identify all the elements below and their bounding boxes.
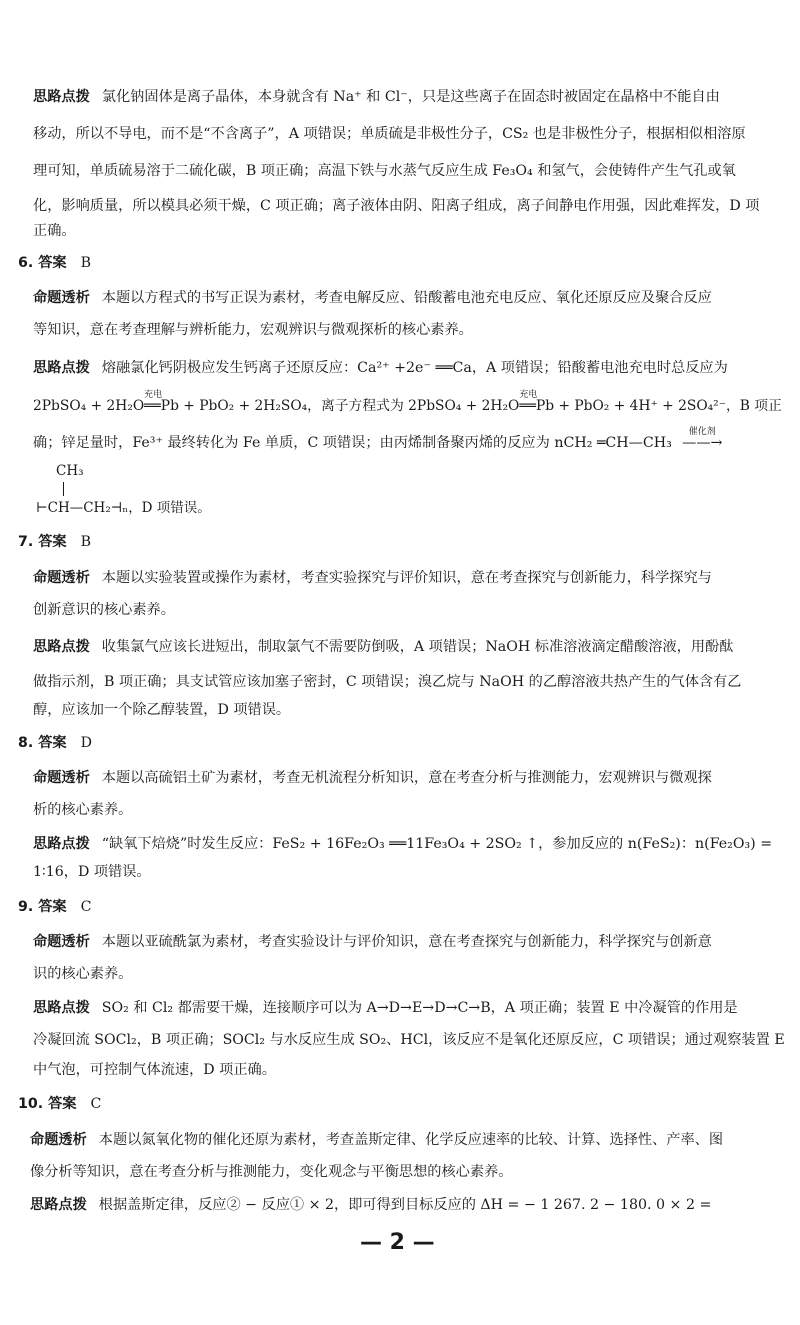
intent-label: 命题透析 [30, 1132, 87, 1148]
answer-value: B [80, 255, 92, 271]
q6-analysis-line-2: 2PbSO₄ + 2H₂O 充电 ══Pb + PbO₂ + 2H₂SO₄，离子方程式为 2PbSO₄ + 2H₂O 充电 ══Pb + PbO₂ + 4H⁺ + 2SO₄²⁻，B 项正 [33, 390, 782, 414]
q10-intent-line-2: 像分析等知识，意在考查分析与推测能力，变化观念与平衡思想的核心素养。 [30, 1164, 513, 1180]
q9-intent-line-2: 识的核心素养。 [33, 966, 133, 982]
catalyst-arrow: 催化剂 ——→ [682, 427, 723, 451]
analysis-label: 思路点拨 [33, 836, 90, 852]
analysis-label: 思路点拨 [33, 360, 90, 376]
q5-analysis-line-4: 化，影响质量，所以模具必须干燥，C 项正确；离子液体由阴、阳离子组成，离子间静电作用强，因此难挥发，D 项 [33, 198, 760, 214]
intent-label: 命题透析 [33, 290, 90, 306]
q9-analysis-line-1: 思路点拨 SO₂ 和 Cl₂ 都需要干燥，连接顺序可以为 A→D→E→D→C→B，A 项正确；装置 E 中冷凝管的作用是 [33, 1000, 738, 1016]
q5-analysis-line-1: 思路点拨 氯化钠固体是离子晶体，本身就含有 Na⁺ 和 Cl⁻，只是这些离子在固态时被固定在晶格中不能自由 [33, 89, 720, 105]
q7-intent-line-1: 命题透析 本题以实验装置或操作为素材，考查实验探究与评价知识，意在考查探究与创新能力，科学探究与 [33, 570, 712, 586]
question-number: 7. 答案 [18, 534, 67, 550]
q7-answer-line [18, 532, 91, 552]
q8-intent-line-2: 析的核心素养。 [33, 802, 133, 818]
answer-value: D [80, 735, 92, 751]
charge-arrow: 充电 ══ [144, 390, 163, 414]
q10-answer-line [18, 1094, 101, 1114]
q5-analysis-line-2: 移动，所以不导电，而不是“不含离子”，A 项错误；单质硫是非极性分子，CS₂ 也是非极性分子，根据相似相溶原 [33, 126, 746, 142]
q6-intent-line-2: 等知识，意在考查理解与辨析能力，宏观辨识与微观探析的核心素养。 [33, 322, 473, 338]
question-number: 9. 答案 [18, 899, 67, 915]
q10-intent-line-1: 命题透析 本题以氮氧化物的催化还原为素材，考查盖斯定律、化学反应速率的比较、计算、选择性、产率、图 [30, 1132, 724, 1148]
intent-label: 命题透析 [33, 770, 90, 786]
analysis-label: 思路点拨 [33, 1000, 90, 1016]
question-number: 8. 答案 [18, 735, 67, 751]
q8-analysis-line-1: 思路点拨 “缺氧下焙烧”时发生反应：FeS₂ + 16Fe₂O₃ ══11Fe₃O₄ + 2SO₂ ↑，参加反应的 n(FeS₂)：n(Fe₂O₃) = [33, 836, 773, 852]
question-number: 6. 答案 [18, 255, 67, 271]
analysis-label: 思路点拨 [33, 639, 90, 655]
q9-answer-line [18, 897, 91, 917]
q7-analysis-line-1: 思路点拨 收集氯气应该长进短出，制取氯气不需要防倒吸，A 项错误；NaOH 标准溶液滴定醋酸溶液，用酚酞 [33, 639, 734, 655]
q6-intent-line-1: 命题透析 本题以方程式的书写正误为素材，考查电解反应、铅酸蓄电池充电反应、氧化还原反应及聚合反应 [33, 290, 712, 306]
methyl-group: CH₃ [56, 463, 84, 479]
bond-line [63, 482, 64, 496]
answer-value: C [90, 1096, 102, 1112]
answer-value: B [80, 534, 92, 550]
q6-answer-line [18, 253, 91, 273]
page-number: — 2 — [360, 1230, 435, 1255]
q7-analysis-line-3: 醇，应该加一个除乙醇装置，D 项错误。 [33, 702, 291, 718]
polymer-chain: ⊢CH—CH₂⊣ₙ，D 项错误。 [36, 500, 211, 516]
intent-label: 命题透析 [33, 570, 90, 586]
q10-analysis-line-1: 思路点拨 根据盖斯定律，反应② − 反应① × 2，即可得到目标反应的 ΔH = − 1 267. 2 − 180. 0 × 2 = [30, 1197, 712, 1213]
q7-intent-line-2: 创新意识的核心素养。 [33, 602, 175, 618]
q5-analysis-line-3: 理可知，单质硫易溶于二硫化碳，B 项正确；高温下铁与水蒸气反应生成 Fe₃O₄ 和氢气，会使铸件产生气孔或氧 [33, 163, 736, 179]
q6-analysis-line-3: 确；锌足量时，Fe³⁺ 最终转化为 Fe 单质，C 项错误；由丙烯制备聚丙烯的反应为 nCH₂ ═CH—CH₃ 催化剂 ——→ [33, 433, 728, 453]
q6-analysis-line-1: 思路点拨 熔融氯化钙阴极应发生钙离子还原反应：Ca²⁺ +2e⁻ ══Ca，A 项错误；铅酸蓄电池充电时总反应为 [33, 360, 728, 376]
q9-analysis-line-3: 中气泡，可控制气体流速，D 项正确。 [33, 1062, 276, 1078]
analysis-label: 思路点拨 [30, 1197, 87, 1213]
answer-value: C [80, 899, 92, 915]
charge-arrow: 充电 ══ [519, 390, 538, 414]
q9-intent-line-1: 命题透析 本题以亚硫酰氯为素材，考查实验设计与评价知识，意在考查探究与创新能力，科学探究与创新意 [33, 934, 712, 950]
q5-analysis-line-5: 正确。 [33, 223, 76, 239]
intent-label: 命题透析 [33, 934, 90, 950]
q8-answer-line [18, 733, 92, 753]
q9-analysis-line-2: 冷凝回流 SOCl₂，B 项正确；SOCl₂ 与水反应生成 SO₂、HCl，该反应不是氧化还原反应，C 项错误；通过观察装置 E [33, 1032, 785, 1048]
analysis-label: 思路点拨 [33, 89, 90, 105]
q7-analysis-line-2: 做指示剂，B 项正确；具支试管应该加塞子密封，C 项错误；溴乙烷与 NaOH 的乙醇溶液共热产生的气体含有乙 [33, 674, 742, 690]
q8-analysis-line-2: 1∶16，D 项错误。 [33, 864, 151, 880]
question-number: 10. 答案 [18, 1096, 77, 1112]
q8-intent-line-1: 命题透析 本题以高硫铝土矿为素材，考查无机流程分析知识，意在考查分析与推测能力，宏观辨识与微观探 [33, 770, 712, 786]
